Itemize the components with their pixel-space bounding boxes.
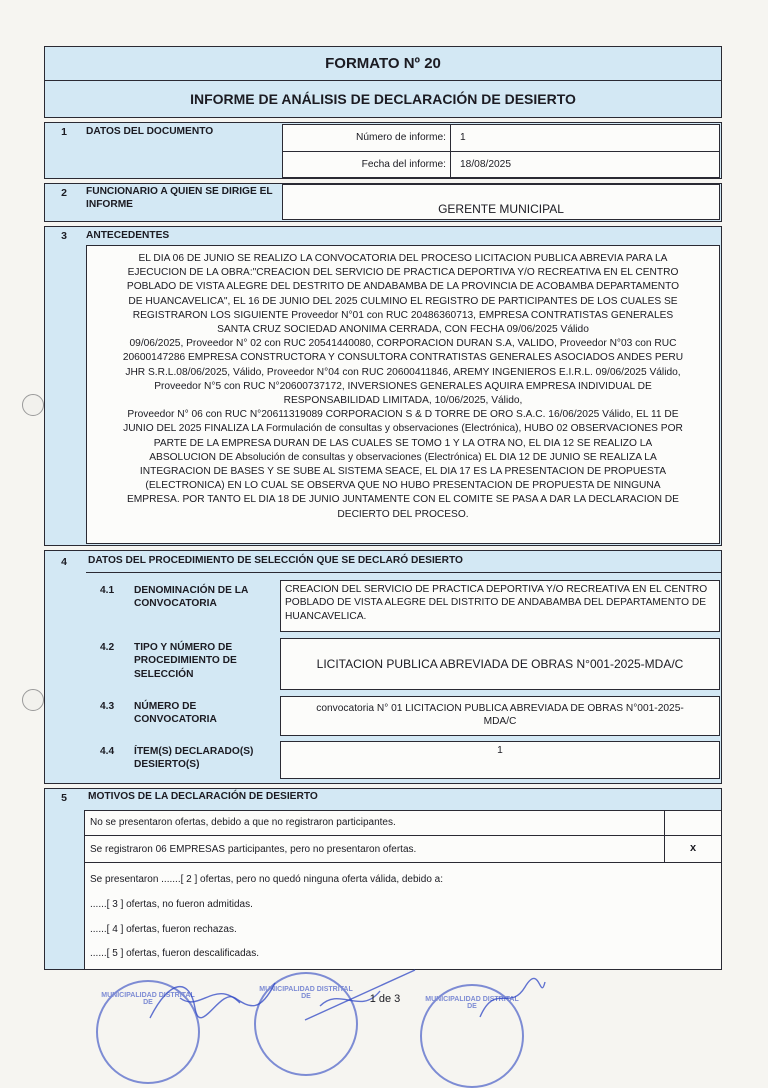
section-3-number: 3 (61, 230, 67, 242)
option-no-offers-mark[interactable]: x (689, 842, 697, 854)
report-title: INFORME DE ANÁLISIS DE DECLARACIÓN DE DESIERTO (190, 91, 576, 107)
option-no-valid-offers: Se presentaron .......[ 2 ] ofertas, pero no quedó ninguna oferta válida, debido a: (90, 873, 444, 885)
row-4-2-value-box (280, 638, 720, 690)
report-title-band (44, 80, 722, 118)
divider (84, 862, 722, 863)
row-4-4-value: 1 (497, 745, 503, 756)
divider (86, 572, 722, 573)
sub-rejected: ......[ 4 ] ofertas, fueron rechazas. (90, 923, 237, 935)
page-number: 1 de 3 (369, 993, 401, 1005)
row-4-1-value: CREACION DEL SERVICIO DE PRACTICA DEPORTIVA Y/O RECREATIVA EN EL CENTRO POBLADO DE VISTA ALEGRE DEL DISTRITO DE ANDABAMBA DEL DEPARTAMENTO DE HUANCAVELICA. (285, 584, 708, 622)
section-3-label: ANTECEDENTES (86, 230, 170, 241)
sub-disqualified: ......[ 5 ] ofertas, fueron descalificadas. (90, 947, 259, 959)
row-4-1-number: 4.1 (100, 585, 115, 596)
row-4-4-label: ÍTEM(S) DECLARADO(S) DESIERTO(S) (134, 746, 254, 771)
row-4-1-value-box (280, 580, 720, 632)
seal-stamp: MUNICIPALIDAD DISTRITAL DE (254, 972, 358, 1076)
option-no-offers: Se registraron 06 EMPRESAS participantes, pero no presentaron ofertas. (90, 843, 417, 855)
section-4-number: 4 (61, 556, 67, 568)
row-4-3-label: NÚMERO DE CONVOCATORIA (134, 701, 217, 726)
section-2-number: 2 (61, 187, 67, 199)
fecha-value: 18/08/2025 (460, 159, 511, 170)
divider (450, 124, 451, 178)
seal-stamp: MUNICIPALIDAD DISTRITAL DE (420, 984, 524, 1088)
antecedentes-text: EL DIA 06 DE JUNIO SE REALIZO LA CONVOCATORIA DEL PROCESO LICITACION PUBLICA ABREVIA PARA LA EJECUCION DE LA OBRA:"CREACION DEL SERVICIO DE PRACTICA DEPORTIVA Y/O RECREATIVA EN EL CENTRO POBLADO DE VISTA ALEGRE DEL DESTRITO DE ANDABAMBA DE LA PROVINCIA DE ACOBAMBA DEPARTAMENTO DE HUANCAVELICA", EL 16 DE JUNIO DEL 2025 CULMINO EL REGISTRO DE PARTICIPANTES DE LOS CUALES SE REGISTRARON LOS SIGUIENTE Proveedor N°01 con RUC 20486360713, EMPRESA CONTRATISTAS GENERALES SANTA CRUZ SOCIEDAD ANONIMA CERRADA, CON FECHA 09/06/2025 Válido 09/06/2025, Proveedor N° 02 con RUC 20541440080, CORPORACION DURAN S.A, VALIDO, Proveedor N°03 con RUC 20600147286 EMPRESA CONSTRUCTORA Y CONSULTORA CONTRATISTAS GENERALES ASOCIADOS ANDES PERU JHR S.R.L.08/06/2025, Válido, Proveedor N°04 con RUC 20600411846, AREMY INGENIEROS E.I.R.L. 09/06/2025 Válido, Proveedor N°5 con RUC N°20600737172, INVERSIONES GENERALES AQUIRA EMPRESA INDIVIDUAL DE RESPONSABILIDAD LIMITADA, 10/06/2025, Válido, Proveedor N° 06 con RUC N°20611319089 CORPORACION S & D TORRE DE ORO S.A.C. 16/06/2025 Válido, EL 11 DE JUNIO DEL 2025 FINALIZA LA Formulación de consultas y observaciones (Electrónica), HUBO 02 OBSERVACIONES POR PARTE DE LA EMPRESA DURAN DE LAS CUALES SE TOMO 1 Y LA OTRA NO, EL DIA 12 SE REALIZO LA ABSOLUCION DE Absolución de consultas y observaciones (Electrónica) EL DIA 12 DE JUNIO SE REALIZA LA INTEGRACION DE BASES Y SE SUBE AL SISTEMA SEACE, EL DIA 17 ES LA PRESENTACION DE PROPUESTA (ELECTRONICA) EN LO CUAL SE OBSERVA QUE NO HUBO PRESENTACION DE PROPUESTA DE NINGUNA EMPRESA. POR TANTO EL DIA 18 DE JUNIO JUNTAMENTE CON EL COMITE SE PASA A DAR LA DECLARACION DE DECIERTO DEL PROCESO. (122, 253, 684, 520)
row-4-1-label: DENOMINACIÓN DE LA CONVOCATORIA (134, 585, 248, 610)
informe-value: 1 (460, 132, 466, 143)
sub-not-admitted: ......[ 3 ] ofertas, no fueron admitidas. (90, 898, 253, 910)
row-4-4-value-box (280, 741, 720, 779)
section-2-label: FUNCIONARIO A QUIEN SE DIRIGE EL INFORME (86, 186, 273, 211)
row-4-2-value: LICITACION PUBLICA ABREVIADA DE OBRAS N°001-2025-MDA/C (316, 657, 684, 671)
section-5-label: MOTIVOS DE LA DECLARACIÓN DE DESIERTO (88, 791, 318, 802)
signature (470, 972, 550, 1024)
section-2-value: GERENTE MUNICIPAL (438, 202, 564, 216)
seal-stamp: MUNICIPALIDAD DISTRITAL DE (96, 980, 200, 1084)
punch-hole (22, 689, 44, 711)
fecha-label: Fecha del informe: (361, 159, 446, 170)
divider (282, 151, 720, 152)
formato-band (44, 46, 722, 80)
divider (664, 810, 665, 862)
antecedentes-box (86, 245, 720, 544)
informe-label: Número de informe: (355, 132, 446, 143)
row-4-3-value: convocatoria N° 01 LICITACION PUBLICA ABREVIADA DE OBRAS N°001-2025-MDA/C (316, 703, 684, 728)
divider (84, 835, 722, 836)
row-4-2-label: TIPO Y NÚMERO DE PROCEDIMIENTO DE SELECCIÓN (134, 642, 237, 680)
formato-title: FORMATO Nº 20 (325, 55, 441, 72)
section-4-label: DATOS DEL PROCEDIMIENTO DE SELECCIÓN QUE SE DECLARÓ DESIERTO (88, 555, 463, 566)
row-4-3-value-box (280, 696, 720, 736)
option-no-participants: No se presentaron ofertas, debido a que no registraron participantes. (90, 816, 396, 828)
punch-hole (22, 394, 44, 416)
section-2-value-box (282, 184, 720, 220)
row-4-2-number: 4.2 (100, 642, 115, 653)
section-1-label: DATOS DEL DOCUMENTO (86, 126, 214, 137)
section-1-number: 1 (61, 126, 67, 138)
signature (140, 968, 280, 1024)
row-4-4-number: 4.4 (100, 746, 115, 757)
section-5-number: 5 (61, 792, 67, 804)
row-4-3-number: 4.3 (100, 701, 115, 712)
